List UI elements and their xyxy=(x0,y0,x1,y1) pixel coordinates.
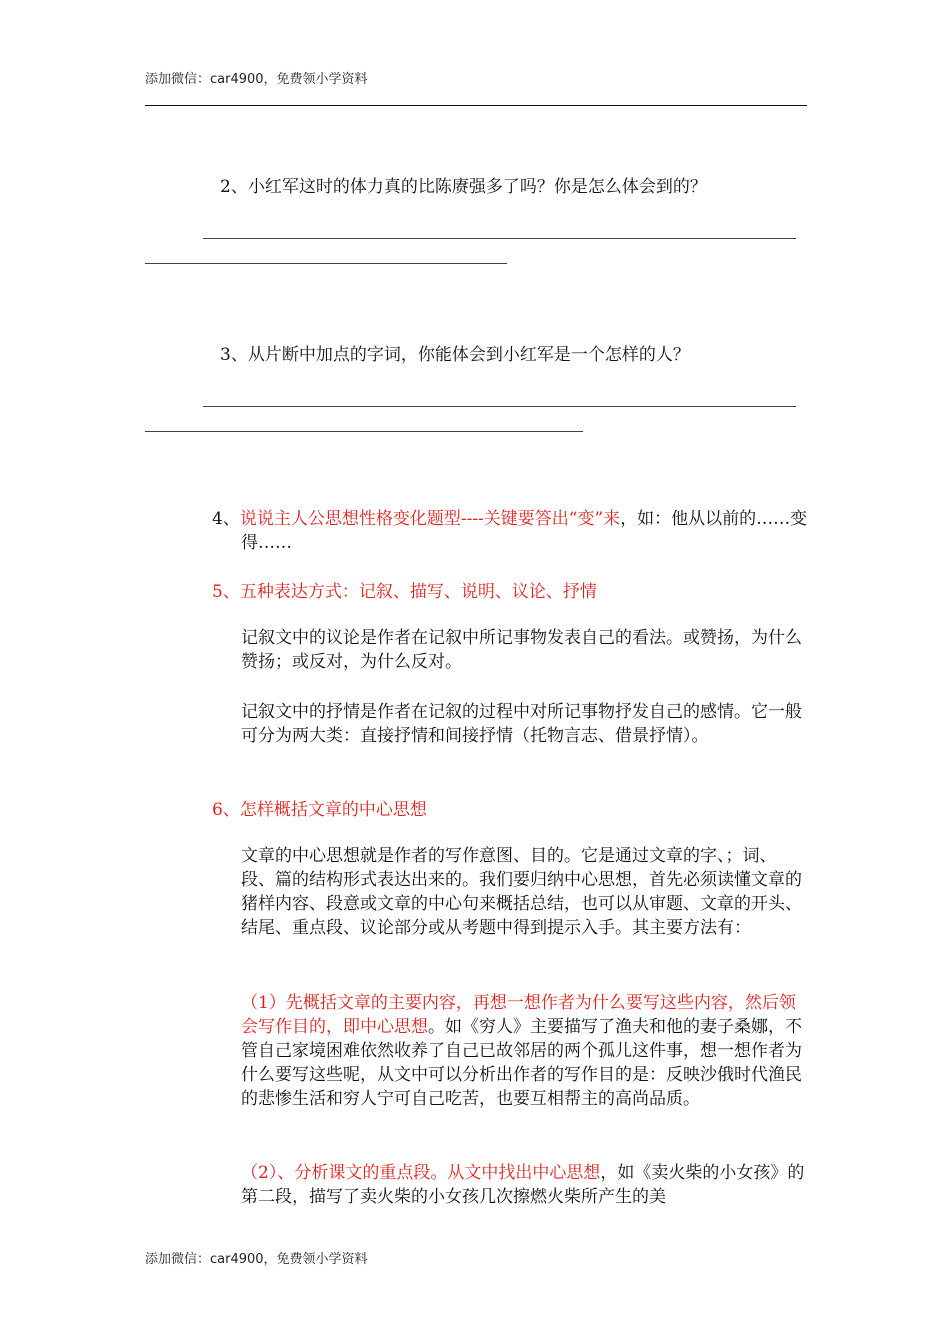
method-2-text: ，如《卖火柴的小女孩》的第二段，描写了卖火柴的小女孩几次擦燃火柴所产生的美 xyxy=(241,1163,805,1207)
method-1 xyxy=(241,991,806,1111)
method-2 xyxy=(241,1161,806,1209)
section-4 xyxy=(212,507,831,555)
method-2-heading: （2）、分析课文的重点段。从文中找出中心思想 xyxy=(241,1163,601,1183)
question-2: 2、小红军这时的体力真的比陈赓强多了吗？你是怎么体会到的？ xyxy=(220,177,707,197)
method-1-text: 。如《穷人》主要描写了渔夫和他的妻子桑娜，不管自己家境困难依然收养了自己已故邻居的两个孤儿这件事，想一想作者为什么要写这些呢，从文中可以分析出作者的写作目的是：反映沙俄时代渔民的悲惨生活和穷人宁可自己吃苦，也要互相帮主的高尚品质。 xyxy=(241,1017,802,1109)
section-6-paragraph: 文章的中心思想就是作者的写作意图、目的。它是通过文章的字、；词、段、篇的结构形式表达出来的。我们要归纳中心思想，首先必须读懂文章的猪样内容、段意或文章的中心句来概括总结，也可以从审题、文章的开头、结尾、重点段、议论部分或从考题中得到提示入手。其主要方法有： xyxy=(241,846,802,938)
section-4-number: 4、 xyxy=(212,509,240,529)
section-5-paragraph: 记叙文中的抒情是作者在记叙的过程中对所记事物抒发自己的感情。它一般可分为两大类：直接抒情和间接抒情（托物言志、借景抒情）。 xyxy=(241,702,802,746)
section-4-heading: 说说主人公思想性格变化题型----关键要答出“变”来 xyxy=(239,509,621,529)
section-5-heading: 5、五种表达方式：记叙、描写、说明、议论、抒情 xyxy=(212,582,597,602)
answer-line xyxy=(203,238,796,239)
question-3: 3、从片断中加点的字词，你能体会到小红军是一个怎样的人？ xyxy=(220,345,690,365)
section-4-text: ，如：他从以前的……变得…… xyxy=(241,509,808,553)
page-footer: 添加微信：car4900，免费领小学资料 xyxy=(145,1252,368,1267)
method-1-heading: （1）先概括文章的主要内容，再想一想作者为什么要写这些内容，然后领会写作目的，即中心思想 xyxy=(241,993,796,1037)
section-6-heading: 6、怎样概括文章的中心思想 xyxy=(212,800,427,820)
answer-line xyxy=(145,431,583,432)
answer-line xyxy=(145,263,507,264)
page-header: 添加微信：car4900，免费领小学资料 xyxy=(145,72,368,87)
answer-line xyxy=(203,406,796,407)
section-5-paragraph: 记叙文中的议论是作者在记叙中所记事物发表自己的看法。或赞扬，为什么赞扬；或反对，为什么反对。 xyxy=(241,628,802,672)
header-rule xyxy=(145,105,807,106)
